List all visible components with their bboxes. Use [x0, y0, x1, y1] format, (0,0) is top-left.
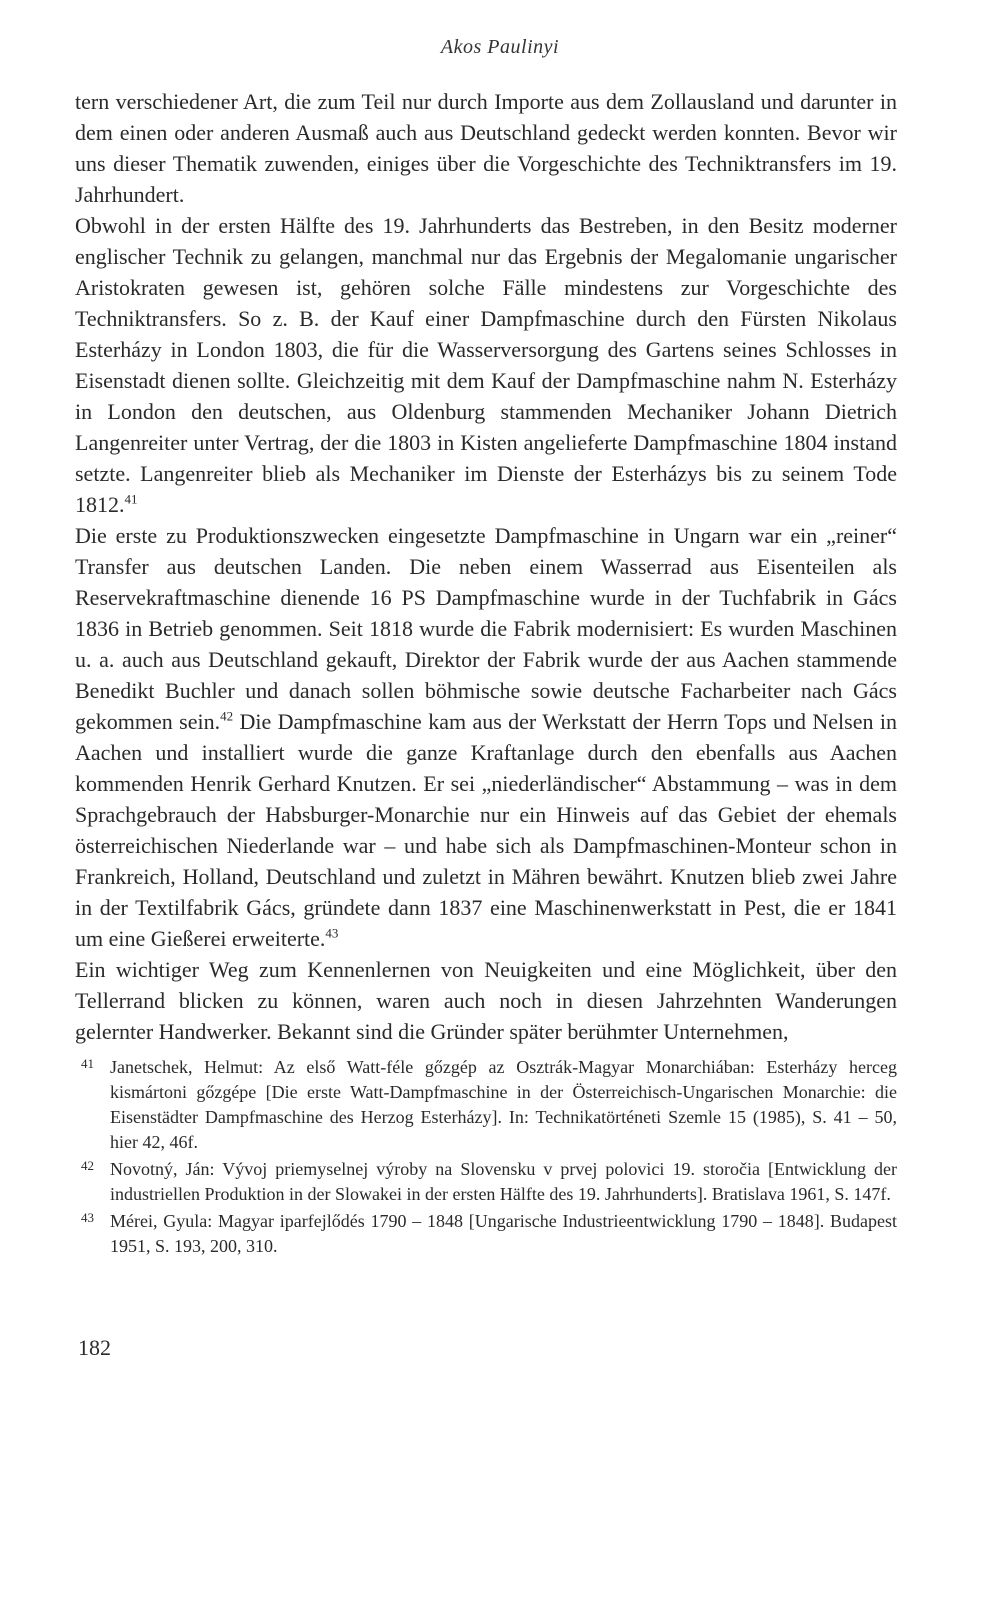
paragraph-text: Die Dampfmaschine kam aus der Werkstatt der Herrn Tops und Nelsen in Aachen und installiert wurde die ganze Kraftanlage durch den ebenfalls aus Aachen kommenden Henrik Gerhard Knutzen. Er sei „niederländischer“ Abstammung – was in dem Sprachgebrauch der Habsburger-Monarchie nur ein Hinweis auf das Gebiet der ehemals österreichischen Niederlande war – und habe sich als Dampfmaschinen-Monteur schon in Frankreich, Holland, Deutschland und zuletzt in Mähren bewährt. Knutzen blieb zwei Jahre in der Textilfabrik Gács, gründete dann 1837 eine Maschinenwerkstatt in Pest, die er 1841 um eine Gießerei erweiterte.: [75, 709, 897, 951]
footnote-number: 41: [81, 1056, 94, 1071]
paragraph-text: tern verschiedener Art, die zum Teil nur durch Importe aus dem Zollausland und darunter in dem einen oder anderen Ausmaß auch aus Deutschland gedeckt werden konnten. Bevor wir uns dieser Thematik zuwenden, einiges über die Vorgeschichte des Techniktransfers im 19. Jahrhundert.: [75, 89, 897, 207]
footnote-reference: 42: [220, 708, 234, 724]
footnote-text: Novotný, Ján: Vývoj priemyselnej výroby na Slovensku v prvej polovici 19. storočia [Entwicklung der industriellen Produktion in der Slowakei in der ersten Hälfte des 19. Jahrhunderts]. Bratislava 1961, S. 147f.: [110, 1159, 897, 1204]
footnote: [75, 1055, 897, 1155]
footnote-text: Mérei, Gyula: Magyar iparfejlődés 1790 – 1848 [Ungarische Industrieentwicklung 1790 – 1848]. Budapest 1951, S. 193, 200, 310.: [110, 1211, 897, 1256]
footnote-number: 42: [81, 1158, 94, 1173]
footnote-reference: 41: [124, 491, 138, 507]
footnote: [75, 1209, 897, 1259]
paragraph-text: Die erste zu Produktionszwecken eingesetzte Dampfmaschine in Ungarn war ein „reiner“ Transfer aus deutschen Landen. Die neben einem Wasserrad aus Eisenteilen als Reservekraftmaschine dienende 16 PS Dampfmaschine wurde in der Tuchfabrik in Gács 1836 in Betrieb genommen. Seit 1818 wurde die Fabrik modernisiert: Es wurden Maschinen u. a. auch aus Deutschland gekauft, Direktor der Fabrik wurde der aus Aachen stammende Benedikt Buchler und danach sollen böhmische sowie deutsche Facharbeiter nach Gács gekommen sein.: [75, 523, 897, 734]
footnote-text: Janetschek, Helmut: Az első Watt-féle gőzgép az Osztrák-Magyar Monarchiában: Esterházy herceg kismártoni gőzgépe [Die erste Watt-Dampfmaschine in der Österreichisch-Ungarischen Monarchie: die Eisenstädter Dampfmaschine des Herzog Esterházy]. In: Technikatörténeti Szemle 15 (1985), S. 41 – 50, hier 42, 46f.: [110, 1057, 897, 1152]
body-text: [75, 86, 897, 1047]
footnote-number: 43: [81, 1210, 94, 1225]
page-number: 182: [78, 1335, 111, 1360]
footnote-reference: 43: [325, 925, 339, 941]
running-head: Akos Paulinyi: [440, 36, 560, 58]
paragraph: [75, 954, 897, 1047]
paragraph-text: Obwohl in der ersten Hälfte des 19. Jahrhunderts das Bestreben, in den Besitz moderner englischer Technik zu gelangen, manchmal nur das Ergebnis der Megalomanie ungarischer Aristokraten gewesen ist, gehören solche Fälle mindestens zur Vorgeschichte des Techniktransfers. So z. B. der Kauf einer Dampfmaschine durch den Fürsten Nikolaus Esterházy in London 1803, die für die Wasserversorgung des Gartens seines Schlosses in Eisenstadt dienen sollte. Gleichzeitig mit dem Kauf der Dampfmaschine nahm N. Esterházy in London den deutschen, aus Oldenburg stammenden Mechaniker Johann Dietrich Langenreiter unter Vertrag, der die 1803 in Kisten angelieferte Dampfmaschine 1804 instand setzte. Langenreiter blieb als Mechaniker im Dienste der Esterházys bis zu seinem Tode 1812.: [75, 213, 897, 517]
paragraph-text: Ein wichtiger Weg zum Kennenlernen von Neuigkeiten und eine Möglichkeit, über den Tellerrand blicken zu können, waren auch noch in diesen Jahrzehnten Wanderungen gelernter Handwerker. Bekannt sind die Gründer später berühmter Unternehmen,: [75, 957, 897, 1044]
footnotes: [75, 1055, 897, 1261]
paragraph: [75, 520, 897, 954]
paragraph: [75, 86, 897, 210]
footnote: [75, 1157, 897, 1207]
paragraph: [75, 210, 897, 520]
